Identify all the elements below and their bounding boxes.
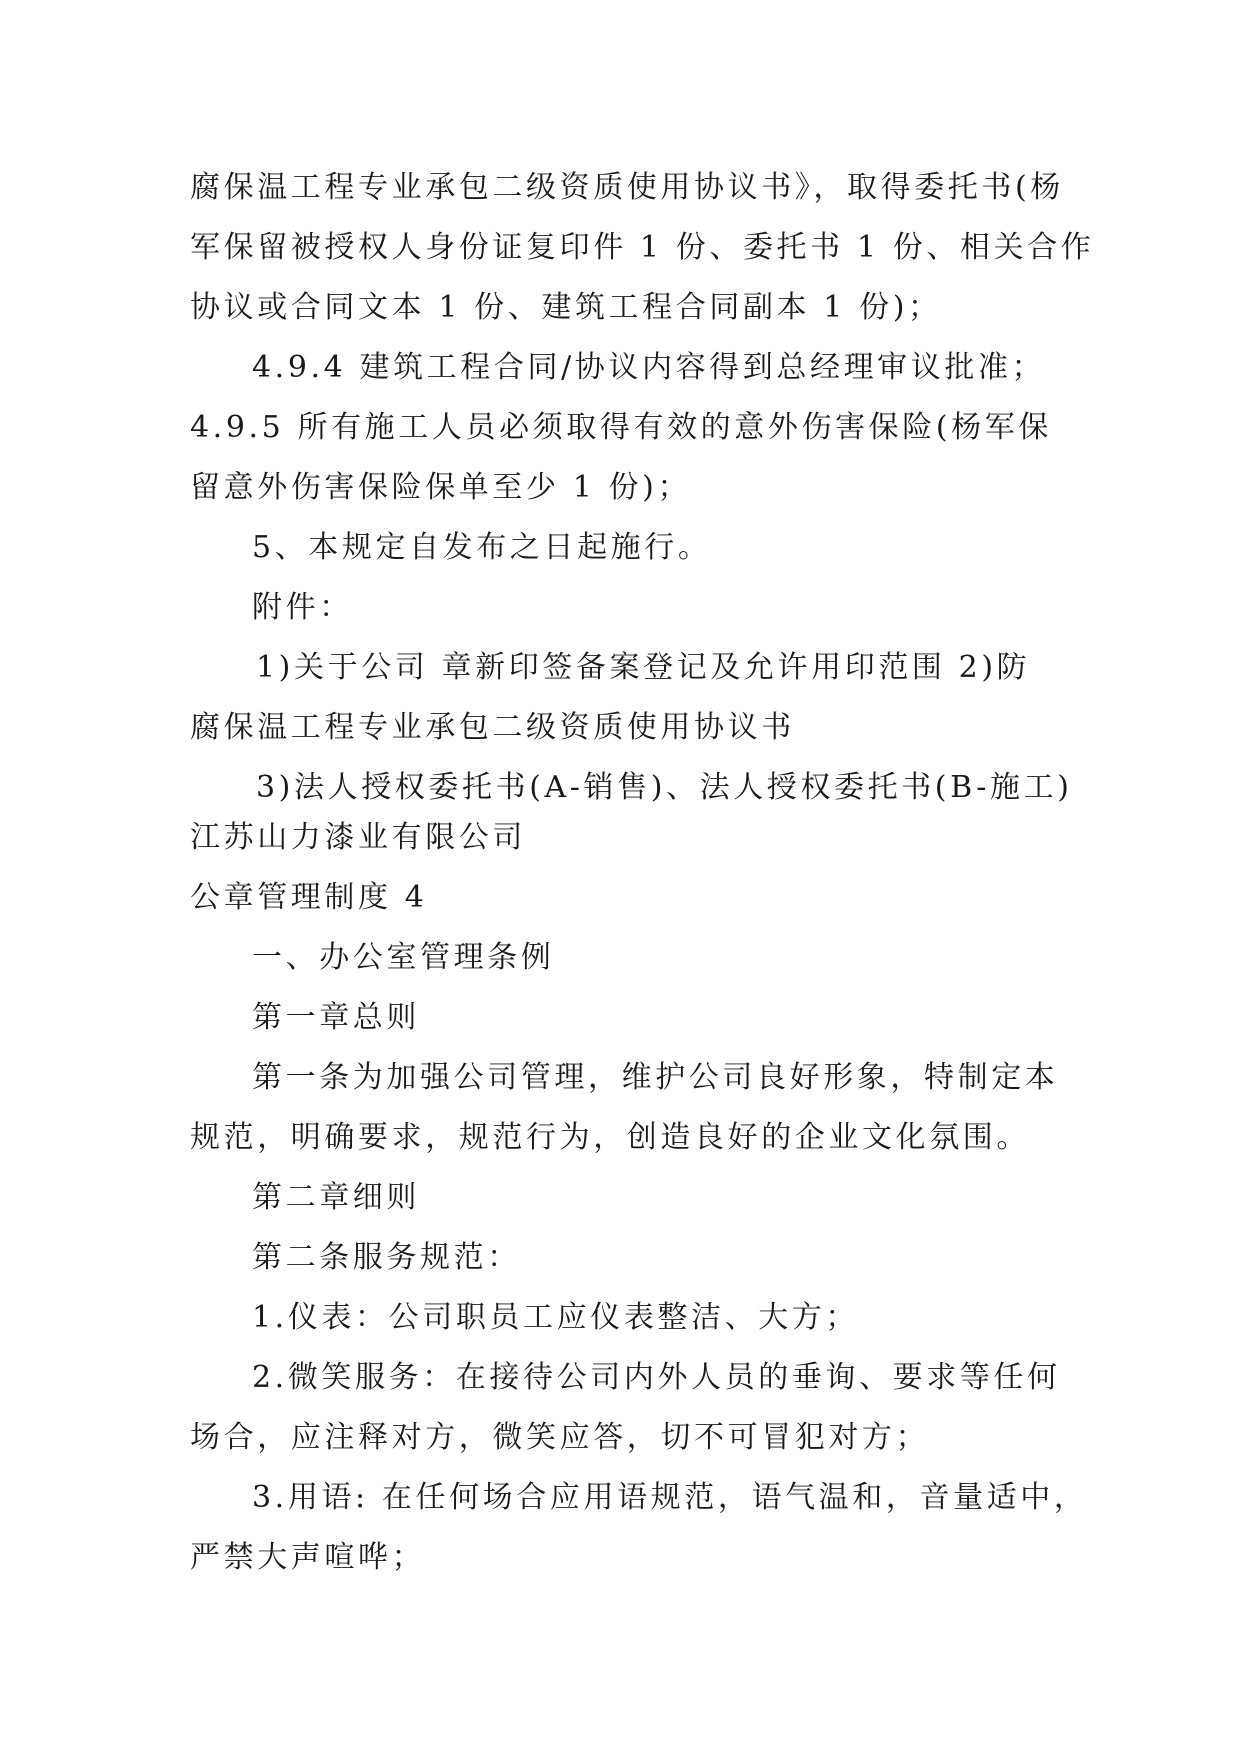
paragraph-line: 规范，明确要求，规范行为，创造良好的企业文化氛围。 (190, 1120, 1030, 1155)
paragraph-line: 场合，应注释对方，微笑应答，切不可冒犯对方； (190, 1420, 930, 1455)
paragraph-line: 腐保温工程专业承包二级资质使用协议书》，取得委托书(杨 (190, 170, 1064, 205)
article-1: 第一条为加强公司管理，维护公司良好形象，特制定本 (252, 1060, 1059, 1095)
chapter-1-heading: 第一章总则 (252, 1000, 420, 1035)
chapter-2-heading: 第二章细则 (252, 1180, 420, 1215)
clause-4-9-5: 4.9.5 所有施工人员必须取得有效的意外伤害保险(杨军保 (190, 410, 1052, 445)
paragraph-line: 协议或合同文本 1 份、建筑工程合同副本 1 份)； (190, 290, 942, 325)
company-name: 江苏山力漆业有限公司 (190, 820, 526, 855)
section-title: 公章管理制度 4 (190, 880, 428, 915)
attachment-item-1: 1)关于公司 章新印签备案登记及允许用印范围 2)防 (256, 650, 1031, 685)
paragraph-line: 留意外伤害保险保单至少 1 份)； (190, 470, 692, 505)
clause-5: 5、本规定自发布之日起施行。 (252, 530, 712, 565)
paragraph-line: 腐保温工程专业承包二级资质使用协议书 (190, 710, 795, 745)
item-3: 3.用语: 在任何场合应用语规范，语气温和，音量适中， (252, 1480, 1088, 1515)
attachment-item-3: 3)法人授权委托书(A-销售)、法人授权委托书(B-施工) (256, 770, 1073, 805)
item-2: 2.微笑服务：在接待公司内外人员的垂询、要求等任何 (252, 1360, 1061, 1395)
paragraph-line: 严禁大声喧哗； (190, 1540, 426, 1575)
attachments-heading: 附件： (252, 590, 353, 625)
clause-4-9-4: 4.9.4 建筑工程合同/协议内容得到总经理审议批准； (252, 350, 1046, 385)
article-2: 第二条服务规范： (252, 1240, 521, 1275)
item-1: 1.仪表：公司职员工应仪表整洁、大方； (252, 1300, 860, 1335)
heading-office-regulations: 一、办公室管理条例 (252, 940, 555, 975)
paragraph-line: 军保留被授权人身份证复印件 1 份、委托书 1 份、相关合作 (190, 230, 1095, 265)
